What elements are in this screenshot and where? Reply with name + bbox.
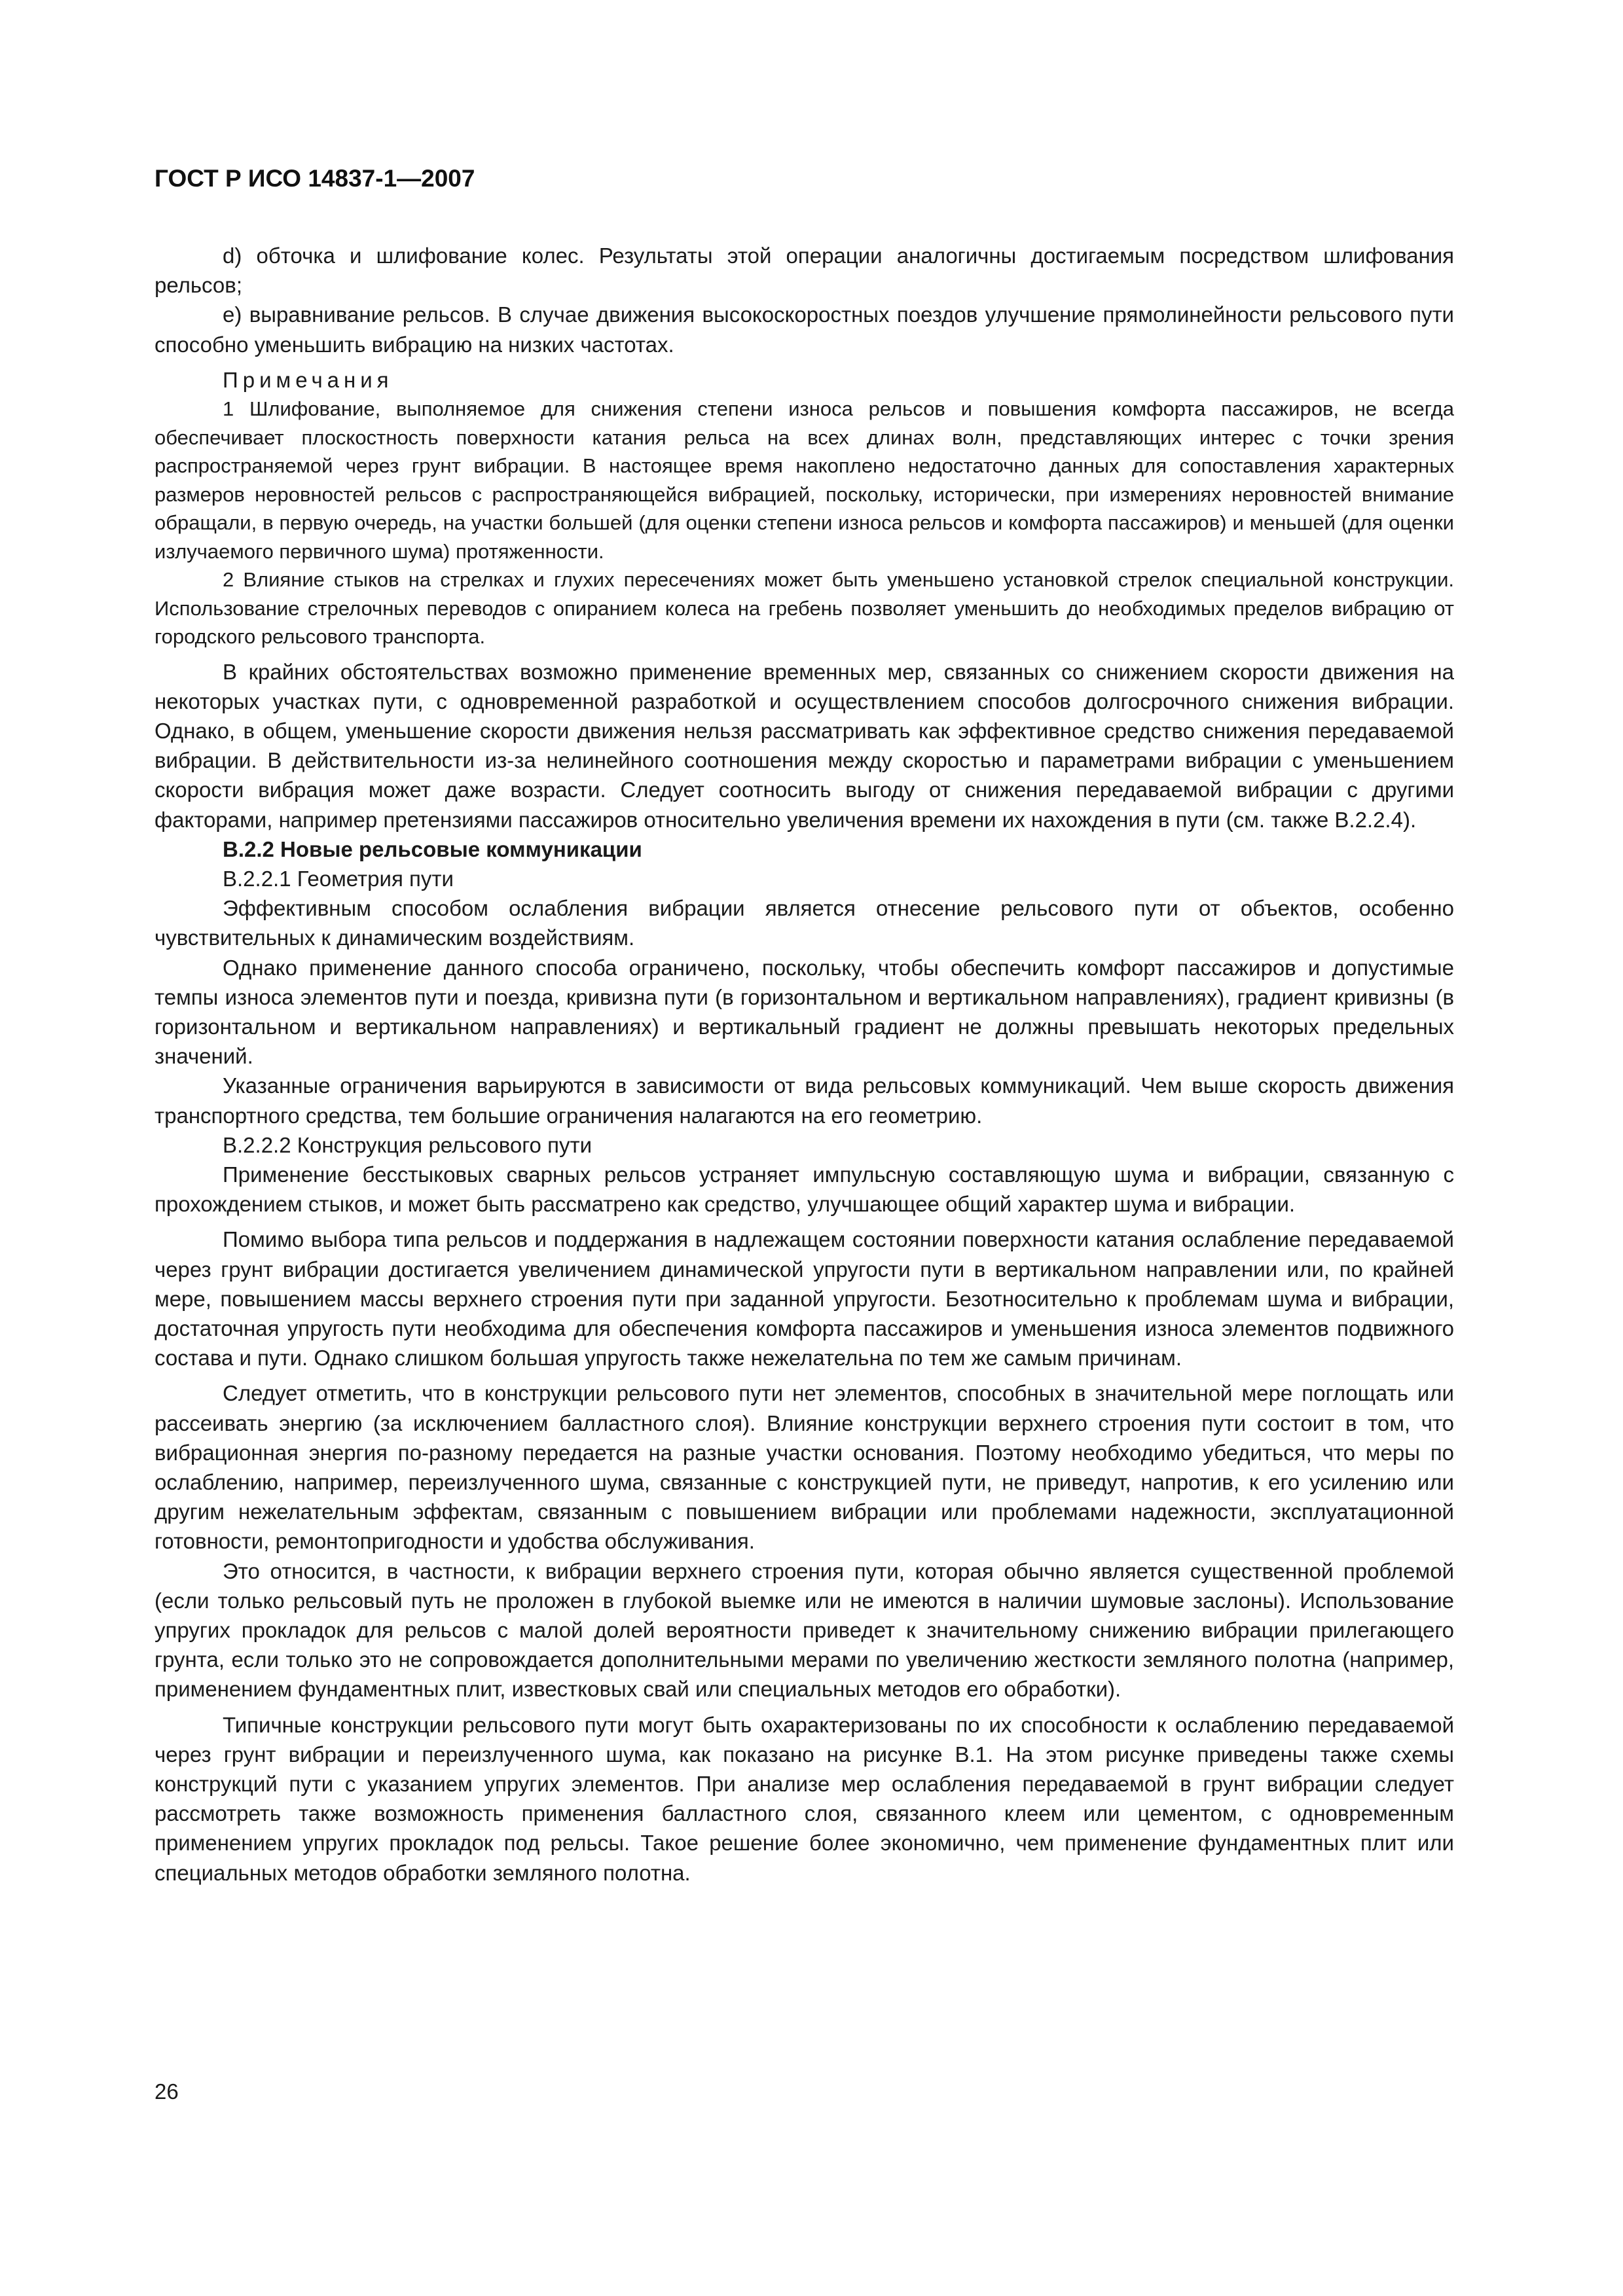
paragraph: Типичные конструкции рельсового пути могут быть охарактеризованы по их способности к ослаблению передаваемой через грунт вибрации и переизлученного шума, как показано на рисунке В.1. На этом рисунке приведены также схемы конструкций пути с указанием упругих элементов. При анализе мер ослабления передаваемой в грунт вибрации следует рассмотреть также возможность применения балластного слоя, связанного клеем или цементом, с одновременным применением упругих прокладок под рельсы. Такое решение более экономично, чем применение фундаментных плит или специальных методов обработки земляного полотна. bbox=[155, 1712, 1454, 1885]
paragraph: Это относится, в частности, к вибрации верхнего строения пути, которая обычно является существенной проблемой (если только рельсовый путь не проложен в глубокой выемке или не имеются в наличии шумовые заслоны). Использование упругих прокладок для рельсов с малой долей вероятности приведет к значительному снижению вибрации прилегающего грунта, если только это не сопровождается дополнительными мерами по увеличению жесткости земляного полотна (например, применением фундаментных плит, известковых свай или специальных методов его обработки). bbox=[155, 1558, 1454, 1702]
subsection-heading: В.2.2.1 Геометрия пути bbox=[223, 866, 454, 891]
document-header-title: ГОСТ Р ИСО 14837-1—2007 bbox=[155, 165, 475, 192]
notes-label: Примечания bbox=[223, 367, 393, 392]
paragraph: Однако применение данного способа ограничено, поскольку, чтобы обеспечить комфорт пассажиров и допустимые темпы износа элементов пути и поезда, кривизна пути (в горизонтальном и вертикальном направлениях), градиент кривизны (в горизонтальном и вертикальном направлениях) и вертикальный градиент не должны превышать некоторых предельных значений. bbox=[155, 955, 1454, 1069]
paragraph: d) обточка и шлифование колес. Результаты этой операции аналогичны достигаемым посредством шлифования рельсов; bbox=[155, 243, 1454, 298]
page-number: 26 bbox=[155, 2079, 179, 2104]
paragraph: Следует отметить, что в конструкции рельсового пути нет элементов, способных в значительной мере поглощать или рассеивать энергию (за исключением балластного слоя). Влияние конструкции верхнего строения пути состоит в том, что вибрационная энергия по-разному передается на разные участки основания. Поэтому необходимо убедиться, что меры по ослаблению, например, переизлученного шума, связанные с конструкцией пути, не приведут, напротив, к его усилению или другим нежелательным эффектам, связанным с повышением вибрации или проблемами надежности, эксплуатационной готовности, ремонтопригодности и удобства обслуживания. bbox=[155, 1381, 1454, 1554]
note-paragraph: 2 Влияние стыков на стрелках и глухих пересечениях может быть уменьшено установкой стрелок специальной конструкции. Использование стрелочных переводов с опиранием колеса на гребень позволяет уменьшить до необходимых пределов вибрацию от городского рельсового транспорта. bbox=[155, 568, 1454, 649]
paragraph: Указанные ограничения варьируются в зависимости от вида рельсовых коммуникаций. Чем выше скорость движения транспортного средства, тем большие ограничения налагаются на его геометрию. bbox=[155, 1073, 1454, 1128]
subsection-heading: В.2.2.2 Конструкция рельсового пути bbox=[223, 1132, 592, 1157]
document-body bbox=[155, 241, 1454, 1888]
note-paragraph: 1 Шлифование, выполняемое для снижения степени износа рельсов и повышения комфорта пассажиров, не всегда обеспечивает плоскостность поверхности катания рельса на всех длинах волн, представляющих интерес с точки зрения распространяемой через грунт вибрации. В настоящее время накоплено недостаточно данных для сопоставления характерных размеров неровностей рельсов с распространяющейся вибрацией, поскольку, исторически, при измерениях неровностей внимание обращали, в первую очередь, на участки большей (для оценки степени износа рельсов и комфорта пассажиров) и меньшей (для оценки излучаемого первичного шума) протяженности. bbox=[155, 397, 1454, 563]
paragraph: Применение бесстыковых сварных рельсов устраняет импульсную составляющую шума и вибрации, связанную с прохождением стыков, и может быть рассматрено как средство, улучшающее общий характер шума и вибрации. bbox=[155, 1162, 1454, 1217]
paragraph: В крайних обстоятельствах возможно применение временных мер, связанных со снижением скорости движения на некоторых участках пути, с одновременной разработкой и осуществлением способов долгосрочного снижения вибрации. Однако, в общем, уменьшение скорости движения нельзя рассматривать как эффективное средство снижения передаваемой вибрации. В действительности из-за нелинейного соотношения между скоростью и параметрами вибрации с уменьшением скорости вибрация может даже возрасти. Следует соотносить выгоду от снижения передаваемой вибрации с другими факторами, например претензиями пассажиров относительно увеличения времени их нахождения в пути (см. также В.2.2.4). bbox=[155, 659, 1454, 832]
paragraph: е) выравнивание рельсов. В случае движения высокоскоростных поездов улучшение прямолинейности рельсового пути способно уменьшить вибрацию на низких частотах. bbox=[155, 302, 1454, 357]
section-heading: В.2.2 Новые рельсовые коммуникации bbox=[223, 836, 642, 861]
paragraph: Эффективным способом ослабления вибрации является отнесение рельсового пути от объектов, особенно чувствительных к динамическим воздействиям. bbox=[155, 896, 1454, 950]
paragraph: Помимо выбора типа рельсов и поддержания в надлежащем состоянии поверхности катания ослабление передаваемой через грунт вибрации достигается увеличением динамической упругости пути в вертикальном направлении или, по крайней мере, повышением массы верхнего строения пути при заданной упругости. Безотносительно к проблемам шума и вибрации, достаточная упругость пути необходима для обеспечения комфорта пассажиров и уменьшения износа элементов подвижного состава и пути. Однако слишком большая упругость также нежелательна по тем же самым причинам. bbox=[155, 1227, 1454, 1371]
